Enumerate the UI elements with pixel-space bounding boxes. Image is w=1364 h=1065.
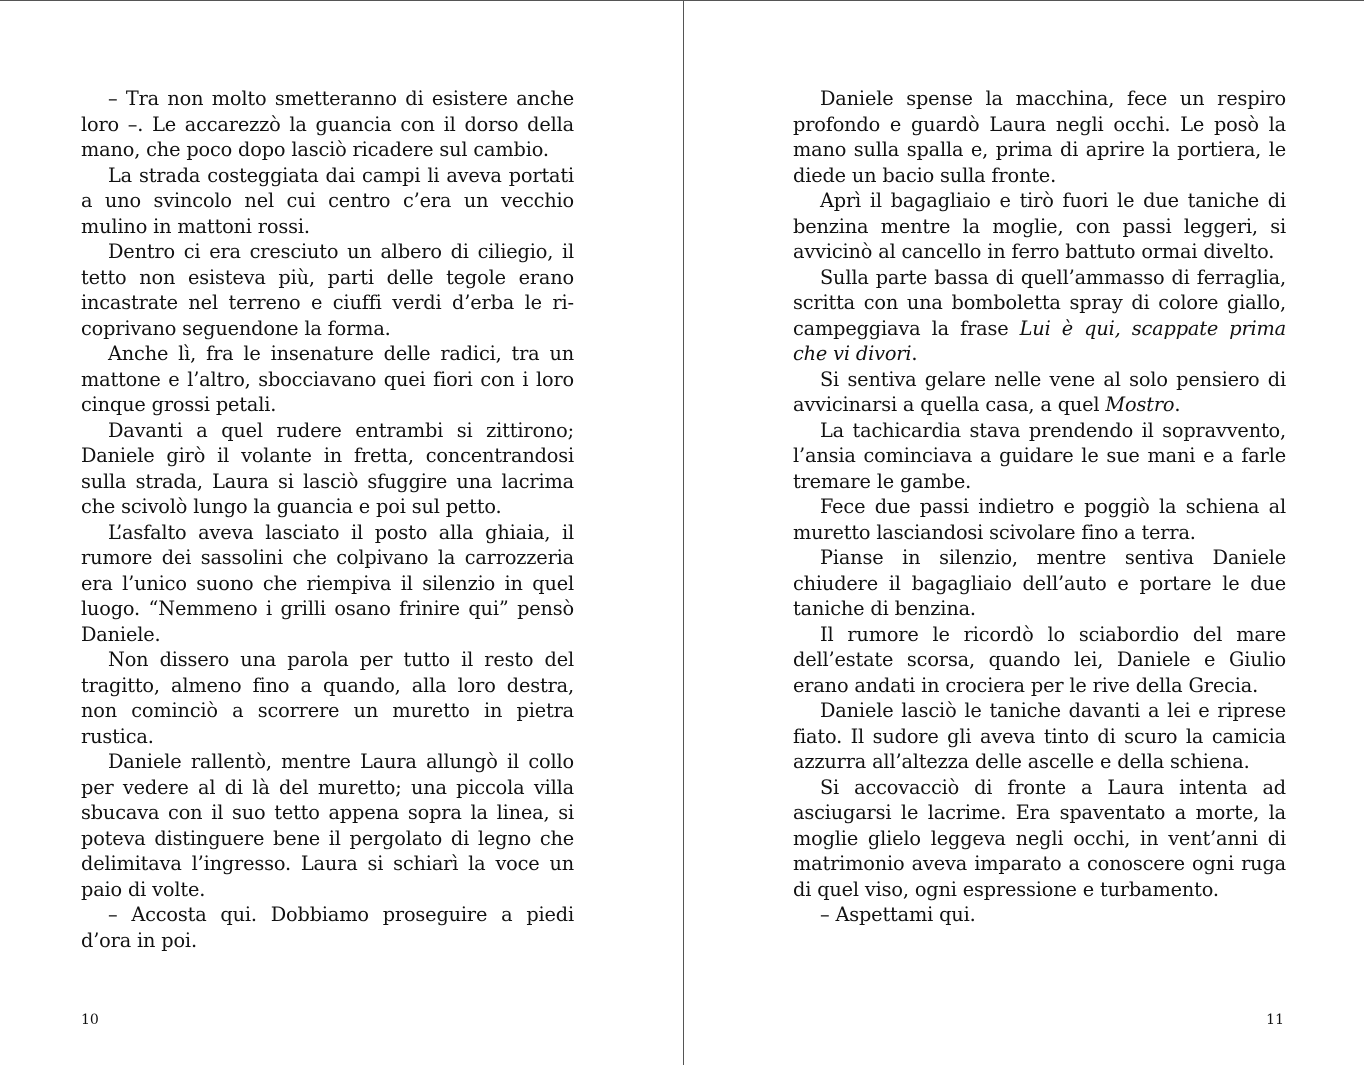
paragraph: Daniele spense la macchina, fece un respiro profondo e guardò Laura negli occhi. Le posò la mano sulla spalla e, prima di aprire la portiera, le diede un bacio sulla fronte. bbox=[793, 87, 1286, 187]
paragraph: La strada costeggiata dai campi li aveva portati a uno svincolo nel cui centro c’era un vecchio mulino in mattoni rossi. bbox=[81, 163, 574, 238]
paragraph: Davanti a quel rudere entrambi si zittirono; Daniele girò il volante in fretta, concentrandosi sulla strada, Laura si lasciò sfuggire una lacrima che scivolò lungo la guancia e poi sul petto. bbox=[81, 418, 574, 518]
left-page bbox=[0, 1, 683, 1065]
page-number-left: 10 bbox=[81, 1012, 99, 1028]
paragraph: Non dissero una parola per tutto il resto del tragitto, almeno fino a quando, alla loro destra, non cominciò a scorrere un muretto in pietra rustica. bbox=[81, 648, 574, 748]
paragraph: – Tra non molto smetteranno di esistere anche loro –. Le accarezzò la guancia con il dorso della mano, che poco dopo lasciò ricadere sul cambio. bbox=[81, 87, 574, 161]
paragraph: Anche lì, fra le insenature delle radici, tra un mattone e l’altro, sbocciavano quei fiori con i loro cinque grossi petali. bbox=[81, 342, 574, 416]
paragraph: – Accosta qui. Dobbiamo proseguire a piedi d’ora in poi. bbox=[81, 903, 574, 952]
text-run: . bbox=[1174, 393, 1181, 416]
paragraph: Il rumore le ricordò lo sciabordio del mare dell’estate scorsa, quando lei, Daniele e Giulio erano andati in crociera per le rive della Grecia. bbox=[793, 622, 1286, 697]
paragraph: Aprì il bagagliaio e tirò fuori le due taniche di benzina mentre la moglie, con passi leggeri, si avvicinò al cancello in ferro battuto ormai divelto. bbox=[793, 189, 1286, 263]
text-run: . bbox=[911, 342, 918, 365]
paragraph bbox=[793, 265, 1286, 367]
italic-phrase: Lui è qui, scappate prima che vi divori bbox=[793, 316, 1287, 365]
paragraph bbox=[793, 367, 1286, 418]
paragraph: Dentro ci era cresciuto un albero di ciliegio, il tetto non esisteva più, parti delle tegole erano incastrate nel terreno e ciuffi verdi d’erba le ricoprivano seguendone la forma. bbox=[81, 240, 574, 340]
page-number-right: 11 bbox=[1266, 1012, 1284, 1028]
italic-word: Mostro bbox=[1105, 393, 1175, 416]
right-page bbox=[684, 1, 1364, 1065]
paragraph: Fece due passi indietro e poggiò la schiena al muretto lasciandosi scivolare fino a terra. bbox=[793, 495, 1286, 544]
text-run: Si sentiva gelare nelle vene al solo pensiero di avvicinarsi a quella casa, a quel bbox=[793, 367, 1286, 416]
text-run: Sulla parte bassa di quell’ammasso di ferraglia, scritta con una bomboletta spray di colore giallo, campeggiava la frase bbox=[793, 265, 1286, 340]
paragraph: L’asfalto aveva lasciato il posto alla ghiaia, il rumore dei sassolini che colpivano la carrozzeria era l’unico suono che riempiva il silenzio in quel luogo. “Nemmeno i grilli osano frinire qui” pensò Daniele. bbox=[81, 520, 574, 646]
paragraph: Daniele rallentò, mentre Laura allungò il collo per vedere al di là del muretto; una piccola villa sbucava con il suo tetto appena sopra la linea, si poteva distinguere bene il pergolato di legno che delimitava l’ingresso. Laura si schiarì la voce un paio di volte. bbox=[81, 750, 574, 901]
paragraph: Daniele lasciò le taniche davanti a lei e riprese fiato. Il sudore gli aveva tinto di scuro la camicia azzurra all’altezza delle ascelle e della schiena. bbox=[793, 699, 1286, 773]
paragraph: La tachicardia stava prendendo il sopravvento, l’ansia cominciava a guidare le sue mani e a farle tremare le gambe. bbox=[793, 418, 1286, 493]
paragraph: Si accovacciò di fronte a Laura intenta ad asciugarsi le lacrime. Era spaventato a morte, la moglie glielo leggeva negli occhi, in vent’anni di matrimonio aveva imparato a conoscere ogni ruga di quel viso, ogni espressione e turbamento. bbox=[793, 775, 1286, 901]
paragraph: – Aspettami qui. bbox=[820, 903, 976, 926]
paragraph: Pianse in silenzio, mentre sentiva Daniele chiudere il bagagliaio dell’auto e portare le due taniche di benzina. bbox=[793, 546, 1286, 620]
left-page-text bbox=[81, 86, 574, 953]
right-page-text bbox=[793, 86, 1286, 928]
